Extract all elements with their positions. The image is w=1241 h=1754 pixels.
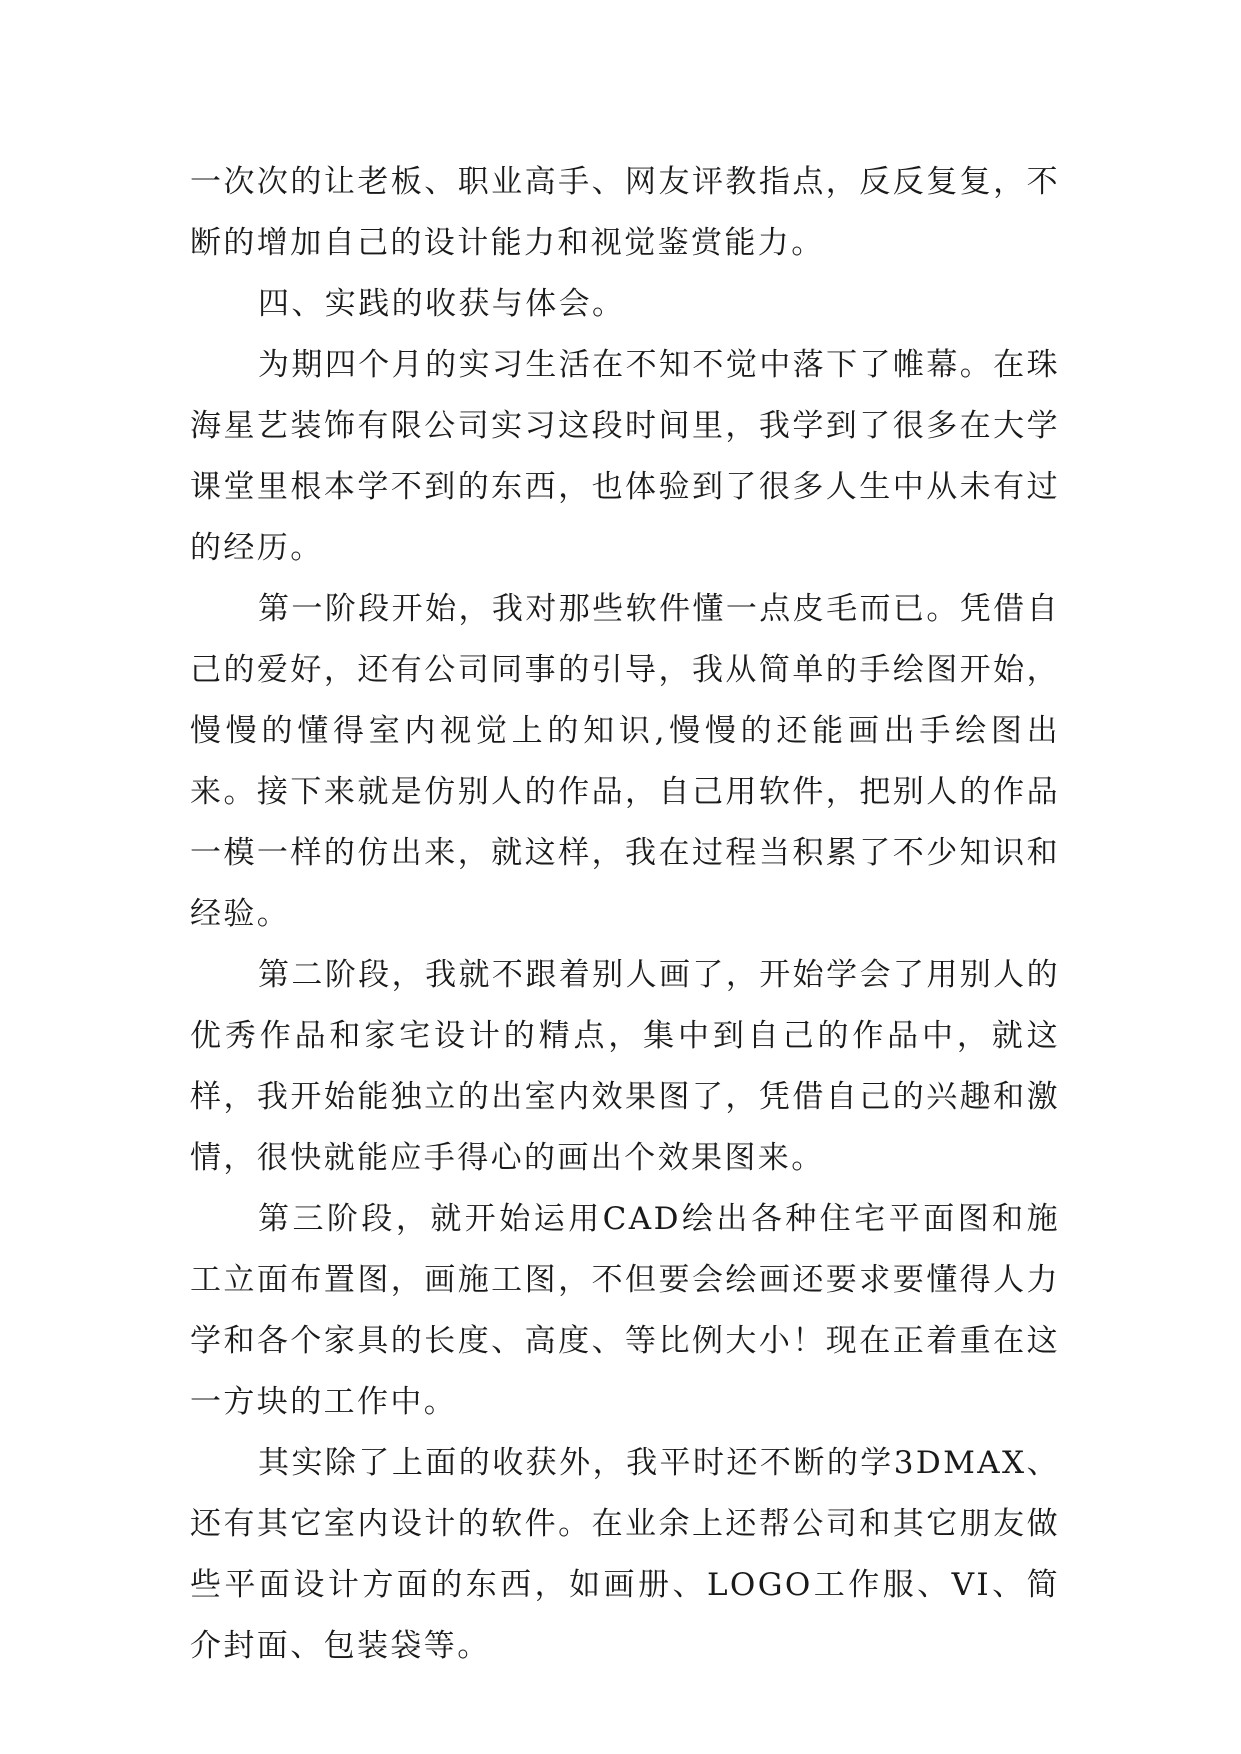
paragraph-continued: 一次次的让老板、职业高手、网友评教指点，反反复复，不断的增加自己的设计能力和视觉鉴赏能力。 <box>190 164 1060 261</box>
paragraph: 为期四个月的实习生活在不知不觉中落下了帷幕。在珠海星艺装饰有限公司实习这段时间里，我学到了很多在大学课堂里根本学不到的东西，也体验到了很多人生中从未有过的经历。 <box>190 347 1060 566</box>
paragraph: 第三阶段，就开始运用CAD绘出各种住宅平面图和施工立面布置图，画施工图，不但要会绘画还要求要懂得人力学和各个家具的长度、高度、等比例大小！现在正着重在这一方块的工作中。 <box>190 1201 1060 1420</box>
section-heading: 四、实践的收获与体会。 <box>258 286 626 322</box>
document-page <box>190 152 1060 1677</box>
paragraph: 第一阶段开始，我对那些软件懂一点皮毛而已。凭借自己的爱好，还有公司同事的引导，我从简单的手绘图开始，慢慢的懂得室内视觉上的知识,慢慢的还能画出手绘图出来。接下来就是仿别人的作品，自己用软件，把别人的作品一模一样的仿出来，就这样，我在过程当积累了不少知识和经验。 <box>190 591 1060 932</box>
paragraph: 其实除了上面的收获外，我平时还不断的学3DMAX、还有其它室内设计的软件。在业余上还帮公司和其它朋友做些平面设计方面的东西，如画册、LOGO工作服、VI、简介封面、包装袋等。 <box>190 1445 1060 1664</box>
paragraph: 第二阶段，我就不跟着别人画了，开始学会了用别人的优秀作品和家宅设计的精点，集中到自己的作品中，就这样，我开始能独立的出室内效果图了，凭借自己的兴趣和激情，很快就能应手得心的画出个效果图来。 <box>190 957 1060 1176</box>
